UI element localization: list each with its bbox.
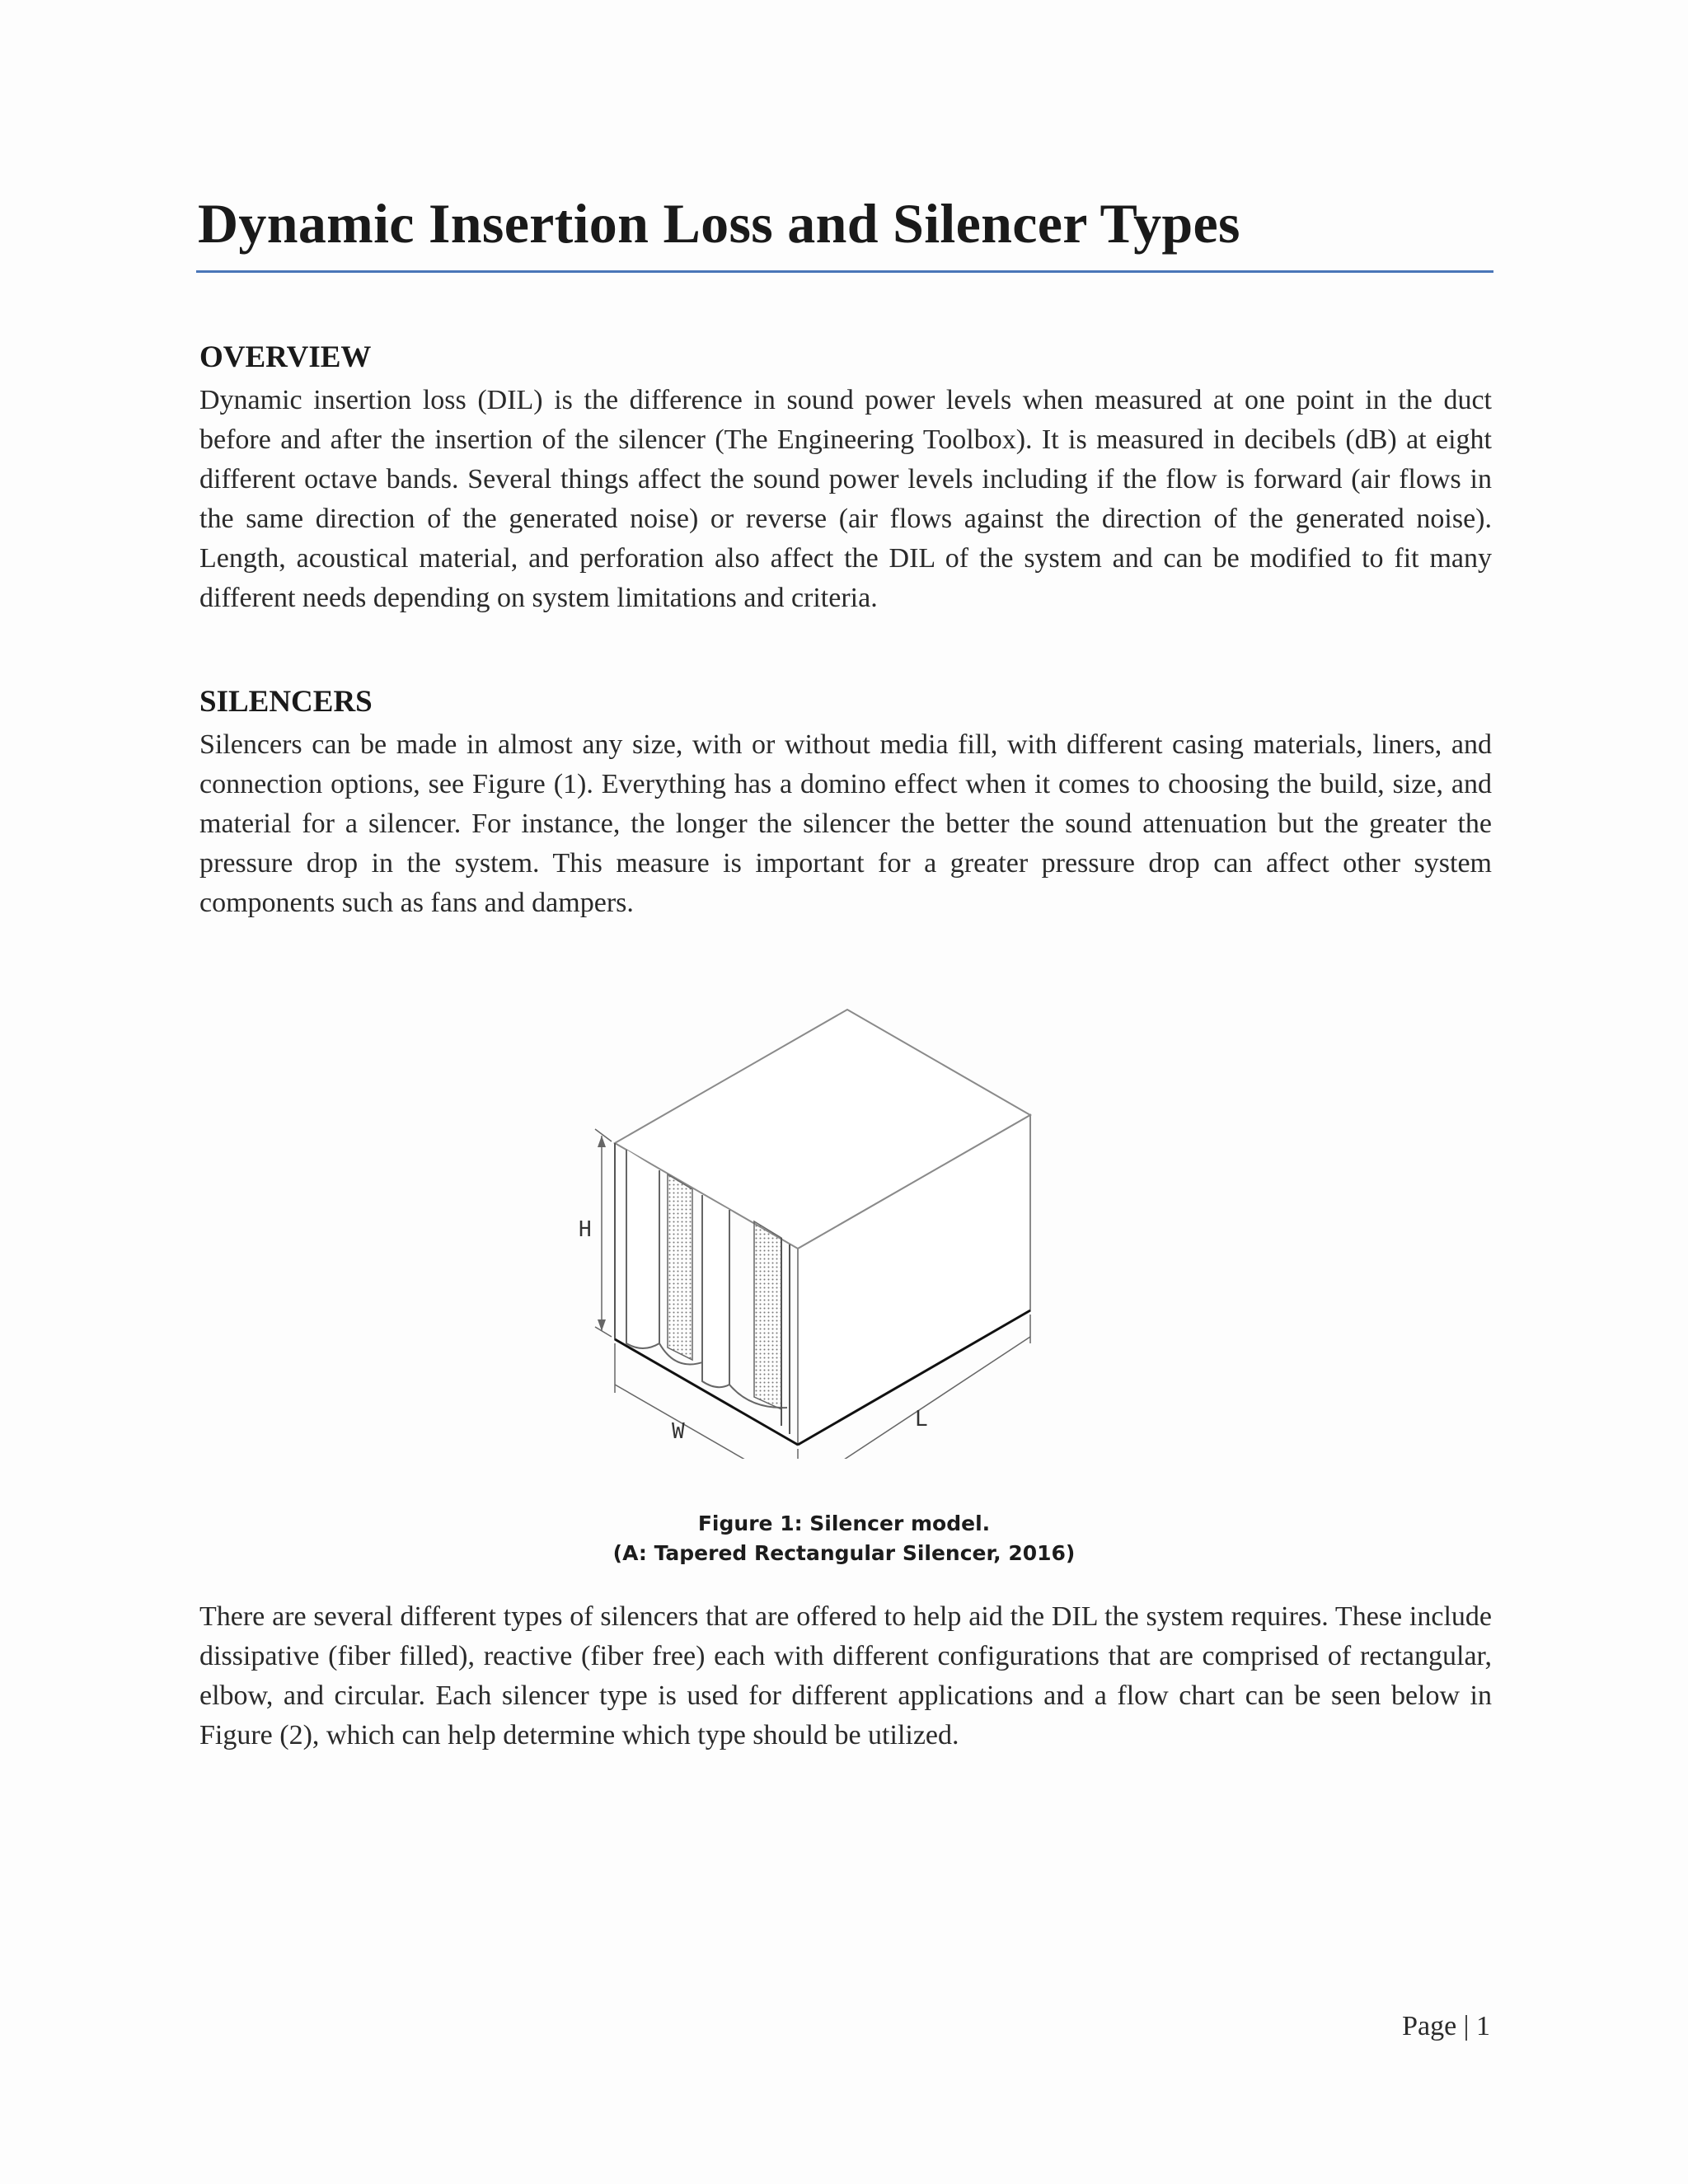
silencer-figure [560,997,1055,1459]
silencers-heading: SILENCERS [199,685,373,719]
baffle-left [626,1150,659,1348]
baffle-left-perforation [668,1174,692,1360]
overview-paragraph: Dynamic insertion loss (DIL) is the difference in sound power levels when measured at one point in the duct before and after the insertion of the silencer (The Engineering Toolbox). It is measured in decibels (dB) at eight different octave bands. Several things affect the sound power levels including if the flow is forward (air flows in the same direction of the generated noise) or reverse (air flows against the direction of the generated noise). Length, acoustical material, and perforation also affect the DIL of the system and can be modified to fit many different needs depending on system limitations and criteria. [199,385,1492,613]
figure-caption-source: (A: Tapered Rectangular Silencer, 2016) [612,1541,1076,1565]
length-label: L [915,1407,928,1432]
baffle-right-perforation [754,1221,781,1409]
figure-caption-title: Figure 1: Silencer model. [697,1511,991,1535]
width-label: W [672,1419,685,1444]
page-title: Dynamic Insertion Loss and Silencer Types [198,192,1240,255]
title-underline [196,270,1493,273]
silencer-model-drawing [560,997,1055,1459]
height-label: H [579,1217,592,1242]
silencer-types-paragraph: There are several different types of silencers that are offered to help aid the DIL the system requires. These include dissipative (fiber filled), reactive (fiber free) each with different configurations that are comprised of rectangular, elbow, and circular. Each silencer type is used for different applications and a flow chart can be seen below in Figure (2), which can help determine which type should be utilized. [199,1601,1492,1750]
baffle-right [702,1195,729,1387]
page-number: Page | 1 [1402,2011,1490,2041]
silencers-paragraph: Silencers can be made in almost any size, with or without media fill, with different casing materials, liners, and connection options, see Figure (1). Everything has a domino effect when it comes to choosing the build, size, and material for a silencer. For instance, the longer the silencer the better the sound attenuation but the greater the pressure drop in the system. This measure is important for a greater pressure drop can affect other system components such as fans and dampers. [199,729,1492,918]
overview-heading: OVERVIEW [199,340,372,374]
